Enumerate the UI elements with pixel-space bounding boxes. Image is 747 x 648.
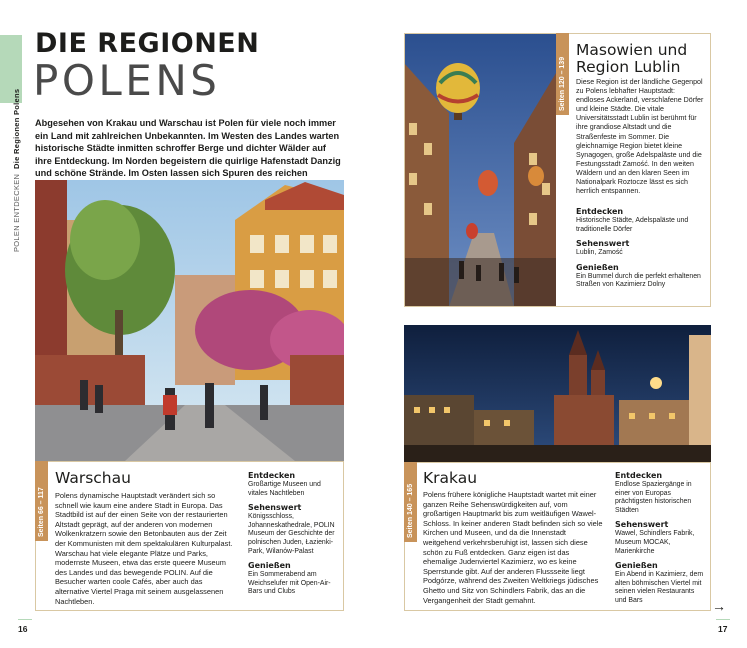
masowien-body: Diese Region ist der ländliche Gegenpol zu Polens lebhafter Hauptstadt: endloses Ackerland, verschlafene Dörfer und kleine Städte. Die vitale Universitätsstadt Lublin ist berühmt für ihre grandiose Altstadt und die Straßenfeste im Sommer. Die gleichnamige Region bietet kleine Synagogen, große Adelspaläste und die Festungsstadt Zamość. In den weiten Wäldern und an den klaren Seen im Nationalpark Roztocze lässt es sich herrlich entspannen. [576, 78, 704, 196]
masowien-geniessen-text: Ein Bummel durch die perfekt erhaltenen Straßen von Kazimierz Dolny [576, 272, 701, 289]
krakau-geniessen-text: Ein Abend in Kazimierz, dem alten böhmischen Viertel mit seinen vielen Restaurants und Bars [615, 571, 704, 604]
warschau-title: Warschau [55, 469, 131, 487]
masowien-sehenswert-heading: Sehenswert [576, 239, 630, 249]
krakau-entdecken-text: Endlose Spaziergänge in einer von Europas prächtigsten historischen Städten [615, 481, 692, 514]
intro-text: Abgesehen von Krakau und Warschau ist Polen für viele noch immer ein Land mit zahlreichen Unbekannten. Im Westen des Landes warten historische Städte inmitten schroffer Berge und dichter Wälder auf ihre Entdeckung. Im Norden begeistern die quirlige Hafenstadt Danzig und schöne Strände. Im Osten lassen sich Spuren des reichen [35, 118, 341, 178]
masowien-sehenswert-text: Lublin, Zamość [576, 249, 623, 257]
page-line-left [18, 619, 32, 620]
warschau-facts [248, 471, 340, 602]
krakau-entdecken-heading: Entdecken [615, 471, 663, 480]
warschau-pages: Seiten 66 – 117 [38, 487, 45, 537]
page-number-right: 17 [718, 624, 728, 634]
page-line-right [716, 619, 730, 620]
krakau-facts [615, 471, 707, 611]
running-head-right: Die Regionen Polens [12, 88, 21, 169]
masowien-facts [576, 207, 704, 295]
page-title-line1: DIE REGIONEN [35, 28, 260, 59]
masowien-entdecken-text: Historische Städte, Adelspaläste und traditionelle Dörfer [576, 217, 689, 233]
warschau-sehenswert-text: Königsschloss, Johanneskathedrale, POLIN Museum der Geschichte der polnischen Juden, Łazienki-Park, Wilanów-Palast [248, 513, 335, 555]
krakau-sehenswert-heading: Sehenswert [615, 520, 669, 530]
running-head-left: POLEN ENTDECKEN [12, 173, 21, 252]
arrow-right-icon[interactable]: → [712, 598, 726, 614]
krakau-pages: Seiten 140 – 165 [407, 483, 414, 538]
krakau-geniessen-heading: Genießen [615, 561, 658, 571]
krakau-sehenswert-text: Wawel, Schindlers Fabrik, Museum MOCAK, Marienkirche [615, 530, 695, 555]
warschau-geniessen-heading: Genießen [248, 561, 291, 571]
masowien-pages: Seiten 120 – 139 [559, 56, 566, 111]
warschau-geniessen-text: Ein Sommerabend am Weichselufer mit Open-Air-Bars und Clubs [248, 571, 331, 596]
krakau-photo [404, 325, 711, 462]
page-title-line2: POLENS [33, 56, 221, 105]
masowien-pages-strip [556, 33, 569, 115]
warschau-photo [35, 180, 344, 461]
page-number-left: 16 [18, 624, 28, 634]
masowien-title: Masowien und Region Lublin [576, 41, 688, 77]
warschau-entdecken-heading: Entdecken [248, 471, 296, 480]
masowien-geniessen-heading: Genießen [576, 262, 619, 272]
krakau-body: Polens frühere königliche Hauptstadt wartet mit einer ganzen Reihe Sehenswürdigkeiten auf, vom großartigen Hauptmarkt bis zum weitläufigen Wawel-Schloss. In keiner anderen Stadt befinden sich so viele Kirchen und Museen, und da die Innenstadt weitgehend verkehrsberuhigt ist, lassen sich diese schön zu Fuß entdecken. Ganz eigen ist das ehemalige Judenviertel Kazimierz, wo es keine Sperrstunde gibt. Auf der anderen Flussseite liegt Podgórze, während des Zweiten Weltkriegs jüdisches Ghetto und Sitz von Schindlers Fabrik, das an die Vergangenheit der Stadt gemahnt. [423, 490, 603, 605]
warschau-body: Polens dynamische Hauptstadt verändert sich so schnell wie kaum eine andere Stadt in Europa. Das Stadtbild ist auf der einen Seite von der restaurierten Altstadt geprägt, auf der anderen von modernen Wolkenkratzern sowie den Betonbauten aus der Zeit der Kommunisten mit dem spektakulären Kulturpalast. Warschau hat viele elegante Plätze und Parks, modernste Museen, etwa das erste queere Museum des Landes und das bewegende POLIN. Auf die Besucher warten coole Cafés, aber auch das alternative Viertel Praga mit seinem ausgelassenen Nachtleben. [55, 491, 233, 606]
krakau-title: Krakau [423, 469, 478, 487]
krakau-pages-strip [404, 462, 417, 542]
masowien-entdecken-heading: Entdecken [576, 207, 624, 216]
warschau-entdecken-text: Großartige Museen und vitales Nachtleben [248, 481, 321, 497]
warschau-pages-strip [35, 461, 48, 541]
warschau-sehenswert-heading: Sehenswert [248, 503, 302, 513]
